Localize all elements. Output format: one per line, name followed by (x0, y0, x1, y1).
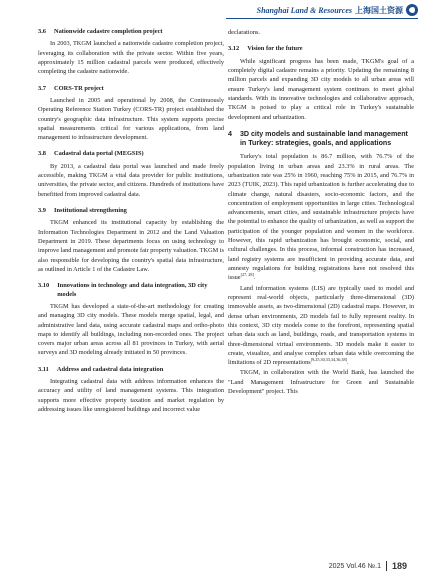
paragraph (38, 39, 224, 76)
page-footer (329, 559, 407, 573)
issue-info: 2025 Vol.46 №.1 (328, 562, 381, 570)
paragraph-text: While significant progress has been made, TKGM's goal of a completely digital cadastre remains a priority. Updating the remaining 8 million parcels and expanding 3D city models to all urban areas will ensure Turkey's land management system continues to meet global standards. With its innovative technologies and collaborative approach, TKGM is poised to play a critical role in Turkey's sustainable development and urbanization. (228, 57, 414, 121)
sentence-end: . (347, 359, 349, 367)
journal-title-zh: 上海国土资源 (355, 6, 403, 15)
section-number: 3.9 (38, 207, 46, 215)
paragraph-text: In 2003, TKGM launched a nationwide cadastre completion project, leveraging its collaboration with the private sector. Within five years, approximately 15 million cadastral parcels were produced, effectively completing the cadastre nationwide. (38, 40, 224, 76)
paragraph (228, 28, 414, 37)
section-title: Innovations in technology and data integration, 3D city models (57, 282, 208, 298)
sentence-end: . (253, 274, 256, 282)
paragraph-text: TKGM, in collaboration with the World Bank, has launched the "Land Management Infrastructure for Green and Sustainable Development" project. This (228, 369, 414, 396)
running-header (0, 0, 427, 22)
right-column (228, 28, 414, 397)
citation-ref: [9,25,30,33,34,36,38] (310, 357, 348, 363)
paragraph (38, 302, 224, 358)
section-heading (38, 28, 224, 36)
paragraph (38, 377, 224, 414)
journal-title (257, 5, 403, 16)
section-heading (38, 85, 224, 93)
citation-ref: [27, 28] (240, 272, 254, 278)
paragraph-text: Launched in 2005 and operational by 2008, the Continuously Operating Reference Station Turkey (CORS-TR) project established the country's geographic data infrastructure. This system supports precise spatial measurements critical for various applications, from land management to infrastructure development. (38, 96, 224, 142)
section-heading (228, 130, 414, 148)
paragraph-text: declarations. (228, 29, 260, 36)
paragraph-text: By 2013, a cadastral data portal was launched and made freely accessible, making TKGM a vital data provider for public institutions, universities, the private sector, and citizens. Hundreds of institutions have benefitted from improved cadastral data. (38, 162, 224, 198)
section-title: CORS-TR project (54, 84, 104, 92)
journal-logo-icon (406, 4, 418, 16)
paragraph-text: Integrating cadastral data with address information enhances the accuracy and utility of land management systems. This integration supports more effective property taxation and market regulation by addressing issues like unregistered buildings and incorrect value (38, 378, 224, 414)
section-number: 3.11 (38, 365, 49, 373)
section-number: 3.12 (228, 45, 240, 53)
paragraph (228, 152, 414, 282)
section-title: Vision for the future (247, 45, 303, 53)
section-title: Cadastral data portal (MEGSIS) (54, 150, 144, 158)
paragraph (228, 284, 414, 368)
page-number: 189 (391, 561, 407, 571)
paragraph (38, 162, 224, 199)
section-heading (38, 207, 224, 215)
section-number: 4 (228, 129, 232, 138)
paragraph-text: Turkey's total population is 86.7 million, with 76.7% of the population living in urban areas and 23.3% in rural areas. The urbanization rate was 25% in 1960, reaching 75% in 2015, and 76.7% in 2023 (TUIK, 2023). This rapid urbanization is further accelerating due to climate change, natural disasters, socio-economic factors, and the concentration of employment opportunities in large cities. Technological advancements, smart cities, and sustainable infrastructure projects have the potential to enhance the quality of urbanization, as well as support the participation of the younger population and women in the workforce. However, this rapid urbanization has brought economic, social, and cultural challenges. In this process, informal construction has increased, land registry systems are insufficient in providing accurate data, and amnesty regulations for building registrations have not resolved this issue (228, 153, 414, 282)
section-heading (228, 45, 414, 53)
paragraph (228, 57, 414, 122)
section-number: 3.8 (38, 150, 46, 158)
paragraph-text: TKGM has developed a state-of-the-art methodology for creating and managing 3D city models. These models merge spatial, legal, and administrative land data, using accurate cadastral maps and ortho-photo maps to identify all buildings, including non-recorded ones. The project covers major urban areas across all 81 provinces in Turkey, with aerial surveys and 3D modeling already initiated in 50 provinces. (38, 302, 224, 357)
section-title: Institutional strengthening (54, 207, 127, 215)
paragraph-text: Land information systems (LIS) are typically used to model and represent real-world objects, particularly three-dimensional (3D) immovable assets, as two-dimensional (2D) cadastral maps. However, in dense urban environments, 2D models fail to fully represent reality. In this context, 3D city models come to the forefront, representing spatial urban data such as land, buildings, roads, and transportation systems in three-dimensional virtual environments. 3D models make it easier to create, visualize, and analyse complex urban data while overcoming the limitations of 2D representations (228, 284, 414, 367)
footer-separator (386, 561, 387, 571)
paragraph-text: TKGM enhanced its institutional capacity by establishing the Information Technologies Department in 2012 and the Land Valuation Department in 2019. These departments focus on using technology to improve land management and promote fair property valuation. TKGM is also responsible for developing the country's spatial data infrastructure, as outlined in Article 1 of the Cadastre Law. (38, 219, 224, 273)
section-title: 3D city models and sustainable land management in Turkey: strategies, goals, and applications (239, 129, 408, 148)
section-number: 3.10 (38, 282, 50, 290)
paragraph (38, 218, 224, 274)
section-title: Address and cadastral data integration (56, 365, 164, 373)
section-heading (38, 366, 224, 374)
section-number: 3.7 (38, 84, 46, 92)
header-rule (226, 18, 418, 19)
section-heading (38, 282, 224, 299)
section-heading (38, 150, 224, 158)
left-column (38, 28, 224, 415)
section-number: 3.6 (38, 28, 46, 35)
journal-title-en: Shanghai Land & Resources (256, 6, 352, 15)
section-title: Nationwide cadastre completion project (54, 28, 163, 35)
paragraph (228, 368, 414, 396)
paragraph (38, 96, 224, 143)
